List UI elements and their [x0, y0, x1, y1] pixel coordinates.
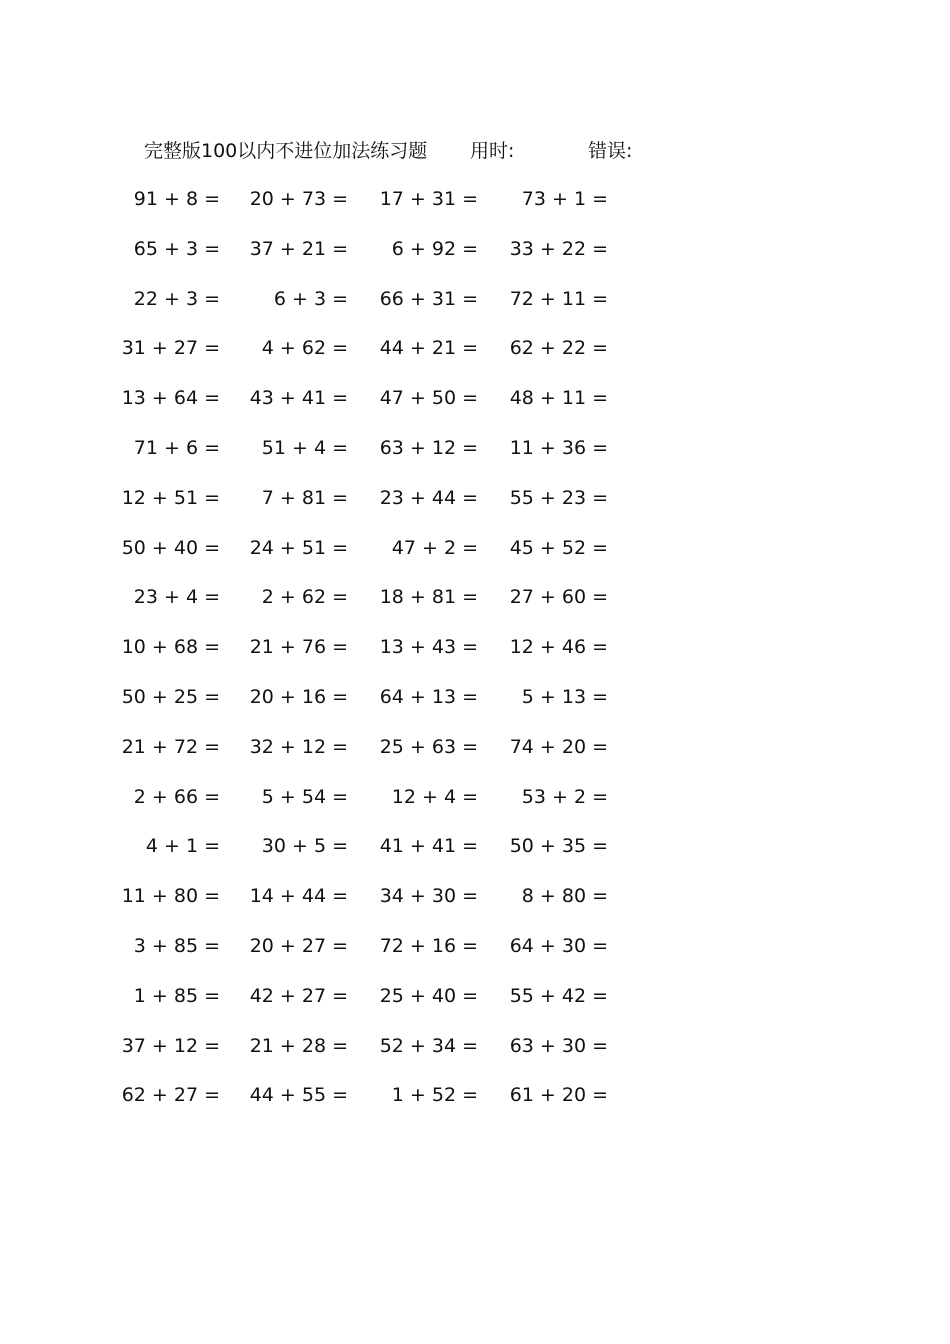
- problem-5-3: 47 + 50 =: [379, 387, 478, 410]
- problem-7-3: 23 + 44 =: [379, 486, 478, 509]
- problem-9-2: 2 + 62 =: [261, 586, 348, 609]
- problem-10-1: 10 + 68 =: [121, 636, 220, 659]
- problem-9-1: 23 + 4 =: [133, 586, 220, 609]
- problem-15-2: 14 + 44 =: [249, 885, 348, 908]
- problem-19-4: 61 + 20 =: [509, 1084, 608, 1107]
- problem-11-3: 64 + 13 =: [379, 686, 478, 708]
- problem-14-3: 41 + 41 =: [379, 835, 478, 858]
- problem-14-4: 50 + 35 =: [509, 835, 608, 858]
- problem-16-2: 20 + 27 =: [249, 935, 348, 957]
- problem-4-3: 44 + 21 =: [379, 337, 478, 360]
- problem-17-2: 42 + 27 =: [249, 984, 348, 1007]
- problem-19-3: 1 + 52 =: [391, 1084, 478, 1107]
- problem-10-2: 21 + 76 =: [249, 636, 348, 659]
- problem-1-4: 73 + 1 =: [521, 188, 608, 210]
- problem-3-3: 66 + 31 =: [379, 287, 478, 310]
- problem-13-1: 2 + 66 =: [133, 785, 220, 808]
- problem-13-2: 5 + 54 =: [261, 785, 348, 808]
- problem-18-4: 63 + 30 =: [509, 1034, 608, 1057]
- problem-11-1: 50 + 25 =: [121, 686, 220, 708]
- problem-7-1: 12 + 51 =: [121, 486, 220, 509]
- problem-14-1: 4 + 1 =: [145, 835, 220, 858]
- problem-4-2: 4 + 62 =: [261, 337, 348, 360]
- problem-17-4: 55 + 42 =: [509, 984, 608, 1007]
- problem-2-1: 65 + 3 =: [133, 237, 220, 260]
- problem-4-4: 62 + 22 =: [509, 337, 608, 360]
- problem-17-1: 1 + 85 =: [133, 984, 220, 1007]
- worksheet-title: 完整版100以内不进位加法练习题: [144, 140, 428, 162]
- problem-19-1: 62 + 27 =: [121, 1084, 220, 1107]
- problem-19-2: 44 + 55 =: [249, 1084, 348, 1107]
- problem-6-1: 71 + 6 =: [133, 437, 220, 459]
- problem-7-2: 7 + 81 =: [261, 486, 348, 509]
- problem-3-1: 22 + 3 =: [133, 287, 220, 310]
- problem-8-2: 24 + 51 =: [249, 536, 348, 559]
- problem-18-3: 52 + 34 =: [379, 1034, 478, 1057]
- problem-13-4: 53 + 2 =: [521, 785, 608, 808]
- problem-1-3: 17 + 31 =: [379, 188, 478, 210]
- problem-10-3: 13 + 43 =: [379, 636, 478, 659]
- problem-5-1: 13 + 64 =: [121, 387, 220, 410]
- problem-12-4: 74 + 20 =: [509, 735, 608, 758]
- time-label: 用时:: [470, 140, 515, 162]
- errors-label: 错误:: [588, 140, 633, 162]
- problem-9-4: 27 + 60 =: [509, 586, 608, 609]
- problem-11-2: 20 + 16 =: [249, 686, 348, 708]
- problem-3-4: 72 + 11 =: [509, 287, 608, 310]
- problem-12-1: 21 + 72 =: [121, 735, 220, 758]
- problem-4-1: 31 + 27 =: [121, 337, 220, 360]
- problem-16-1: 3 + 85 =: [133, 935, 220, 957]
- problem-6-2: 51 + 4 =: [261, 437, 348, 459]
- problem-11-4: 5 + 13 =: [521, 686, 608, 708]
- problem-15-1: 11 + 80 =: [121, 885, 220, 908]
- problem-15-4: 8 + 80 =: [521, 885, 608, 908]
- problem-1-2: 20 + 73 =: [249, 188, 348, 210]
- problem-12-3: 25 + 63 =: [379, 735, 478, 758]
- problem-2-2: 37 + 21 =: [249, 237, 348, 260]
- problem-15-3: 34 + 30 =: [379, 885, 478, 908]
- problem-16-3: 72 + 16 =: [379, 935, 478, 957]
- problem-7-4: 55 + 23 =: [509, 486, 608, 509]
- problem-6-3: 63 + 12 =: [379, 437, 478, 459]
- problem-1-1: 91 + 8 =: [133, 188, 220, 210]
- problem-13-3: 12 + 4 =: [391, 785, 478, 808]
- problem-6-4: 11 + 36 =: [509, 437, 608, 459]
- problem-18-2: 21 + 28 =: [249, 1034, 348, 1057]
- problem-2-3: 6 + 92 =: [391, 237, 478, 260]
- problem-8-4: 45 + 52 =: [509, 536, 608, 559]
- problem-3-2: 6 + 3 =: [273, 287, 348, 310]
- problem-14-2: 30 + 5 =: [261, 835, 348, 858]
- problem-5-4: 48 + 11 =: [509, 387, 608, 410]
- problem-17-3: 25 + 40 =: [379, 984, 478, 1007]
- problem-9-3: 18 + 81 =: [379, 586, 478, 609]
- problem-2-4: 33 + 22 =: [509, 237, 608, 260]
- problem-12-2: 32 + 12 =: [249, 735, 348, 758]
- problem-10-4: 12 + 46 =: [509, 636, 608, 659]
- problem-8-3: 47 + 2 =: [391, 536, 478, 559]
- problem-8-1: 50 + 40 =: [121, 536, 220, 559]
- problem-5-2: 43 + 41 =: [249, 387, 348, 410]
- problem-18-1: 37 + 12 =: [121, 1034, 220, 1057]
- problem-16-4: 64 + 30 =: [509, 935, 608, 957]
